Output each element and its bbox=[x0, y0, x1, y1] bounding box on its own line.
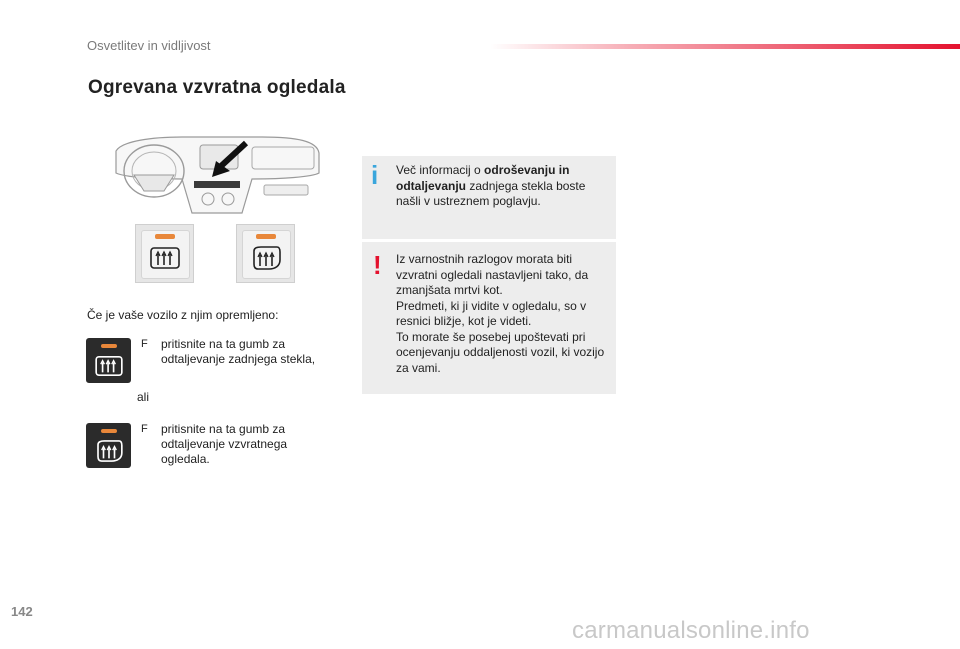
warning-box bbox=[362, 242, 616, 394]
rear-defrost-button bbox=[86, 338, 131, 383]
bullet-text: pritisnite na ta gumb za odtaljevanje zadnjega stekla, bbox=[161, 337, 316, 366]
rear-defrost-button-illustration bbox=[135, 224, 194, 283]
indicator-light bbox=[155, 234, 175, 239]
indicator-light bbox=[256, 234, 276, 239]
bullet-text: pritisnite na ta gumb za odtaljevanje vzvratnega ogledala. bbox=[161, 422, 288, 466]
bullet-marker: F bbox=[141, 338, 148, 350]
info-text: Več informacij o odroševanju in odtaljevanju zadnjega stekla boste našli v ustreznem poglavju. bbox=[396, 163, 586, 208]
indicator-light bbox=[101, 344, 117, 348]
mirror-defrost-icon bbox=[251, 246, 281, 270]
connector-text: ali bbox=[137, 390, 150, 404]
bullet-marker: F bbox=[141, 423, 148, 435]
indicator-light bbox=[101, 429, 117, 433]
rear-window-defrost-icon bbox=[150, 246, 180, 270]
warning-text: Iz varnostnih razlogov morata biti vzvratni ogledali nastavljeni tako, da zmanjšata mrtvi kot. Predmeti, ki ji vidite v ogledalu, so v resnici bližje, kot je videti. To morate še posebej upoštevati pri ocenjevanju oddaljenosti vozil, ki vozijo za vami. bbox=[396, 252, 605, 375]
header-accent-bar bbox=[490, 44, 960, 49]
info-box bbox=[362, 156, 616, 239]
intro-text: Če je vaše vozilo z njim opremljeno: bbox=[87, 308, 279, 322]
info-icon: i bbox=[371, 160, 379, 190]
dashboard-illustration bbox=[112, 133, 322, 218]
page-number: 142 bbox=[11, 604, 33, 619]
warning-icon: ! bbox=[373, 250, 382, 280]
watermark: carmanualsonline.info bbox=[572, 617, 810, 644]
bullet-mirror-defrost bbox=[141, 422, 341, 472]
mirror-defrost-button bbox=[86, 423, 131, 468]
rear-window-defrost-icon bbox=[95, 355, 123, 377]
mirror-defrost-icon bbox=[95, 440, 123, 462]
section-title: Osvetlitev in vidljivost bbox=[87, 38, 211, 53]
page-title: Ogrevana vzvratna ogledala bbox=[88, 77, 346, 98]
bullet-rear-defrost bbox=[141, 337, 341, 371]
mirror-defrost-button-illustration bbox=[236, 224, 295, 283]
